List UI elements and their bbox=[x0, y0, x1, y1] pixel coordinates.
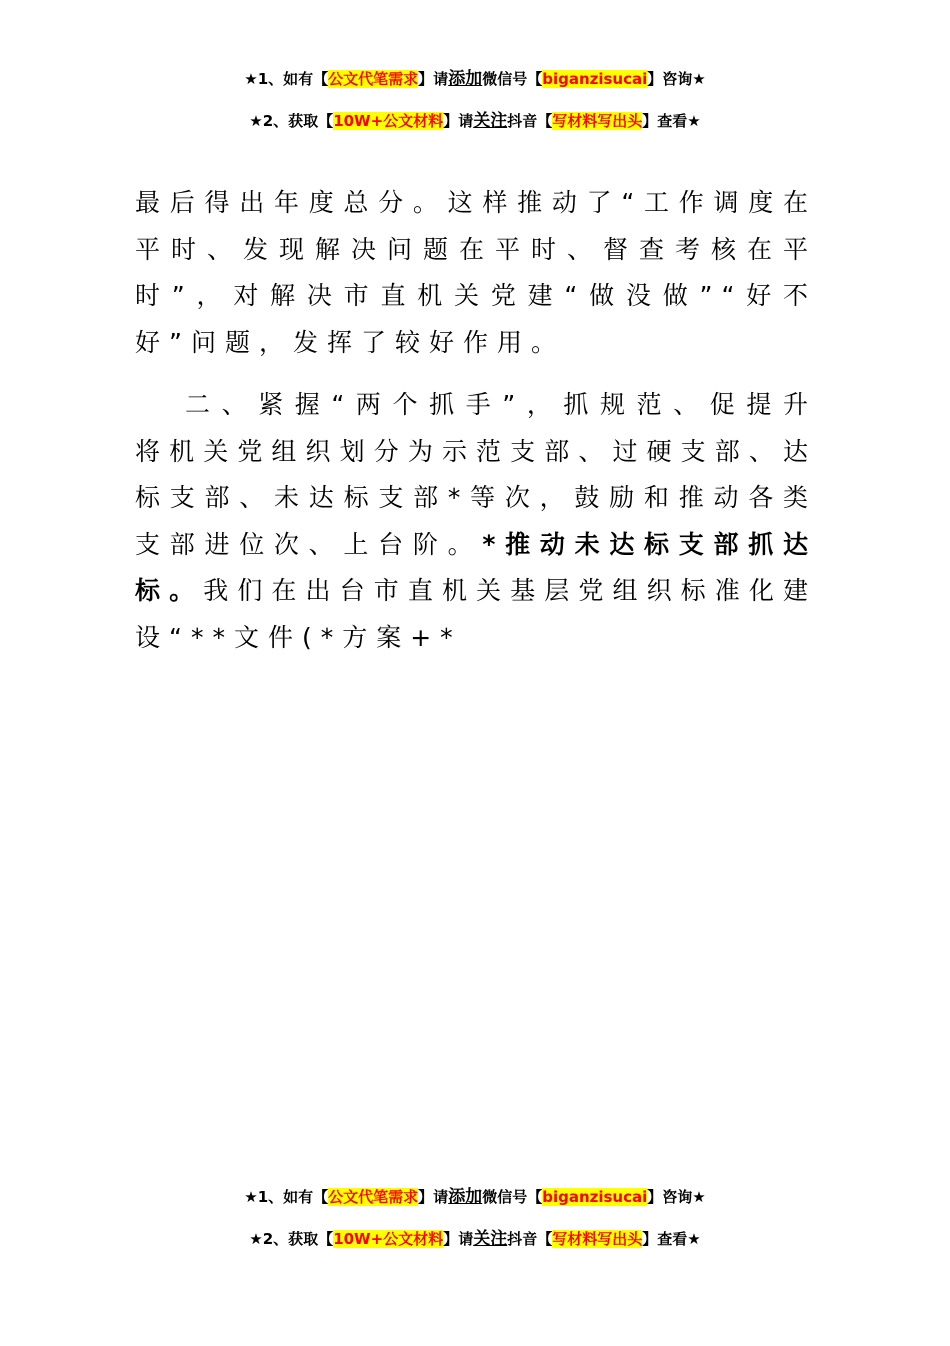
promo-text: 】请 bbox=[418, 1188, 449, 1206]
promo-text: ★2、获取【 bbox=[249, 112, 334, 130]
promo-text: 】咨询★ bbox=[647, 1188, 706, 1206]
promo-text: ★1、如有【 bbox=[244, 70, 329, 88]
promo-text: 微信号【 bbox=[482, 1188, 543, 1206]
promo-text: 】查看★ bbox=[642, 112, 701, 130]
paragraph-line bbox=[135, 568, 817, 615]
promo-text: 】请 bbox=[443, 112, 474, 130]
promo-underline: 添加 bbox=[448, 1187, 483, 1207]
paragraph-line: 标支部、未达标支部*等次，鼓励和推动各类 bbox=[135, 483, 817, 512]
bottom-promo-line-2 bbox=[0, 1228, 950, 1250]
paragraph-2 bbox=[135, 382, 817, 661]
promo-text: 】请 bbox=[418, 70, 449, 88]
promo-text: 微信号【 bbox=[482, 70, 543, 88]
section-heading: 二、紧握“两个抓手”，抓规范、促提升 bbox=[185, 390, 817, 419]
promo-douyin-id: 写材料写出头 bbox=[552, 1230, 643, 1248]
promo-text: 抖音【 bbox=[507, 1230, 553, 1248]
promo-highlight: 10W+公文材料 bbox=[333, 112, 444, 130]
promo-wechat-id: biganzisucai bbox=[542, 1188, 648, 1206]
bold-subheading: 标。 bbox=[135, 576, 204, 605]
promo-highlight: 公文代笔需求 bbox=[328, 1188, 419, 1206]
bold-subheading: *推动未达标支部抓达 bbox=[482, 529, 817, 559]
promo-underline: 添加 bbox=[448, 69, 483, 89]
top-promo-line-2 bbox=[0, 110, 950, 132]
promo-text: ★2、获取【 bbox=[249, 1230, 334, 1248]
promo-highlight: 公文代笔需求 bbox=[328, 70, 419, 88]
paragraph-line: 最后得出年度总分。这样推动了“工作调度在 bbox=[135, 188, 817, 217]
paragraph-line: 将机关党组织划分为示范支部、过硬支部、达 bbox=[135, 436, 817, 466]
promo-text: 抖音【 bbox=[507, 112, 553, 130]
paragraph-line: 设“**文件(*方案+* bbox=[135, 622, 462, 652]
paragraph-1 bbox=[135, 180, 817, 366]
promo-text: 】请 bbox=[443, 1230, 474, 1248]
paragraph-line: 好”问题，发挥了较好作用。 bbox=[135, 327, 565, 357]
promo-text: 】查看★ bbox=[642, 1230, 701, 1248]
promo-douyin-id: 写材料写出头 bbox=[552, 112, 643, 130]
promo-text: ★1、如有【 bbox=[244, 1188, 329, 1206]
promo-underline: 关注 bbox=[473, 111, 508, 131]
paragraph-line: 时”，对解决市直机关党建“做没做”“好不 bbox=[135, 281, 817, 310]
paragraph-line bbox=[135, 522, 817, 569]
top-promo-line-1 bbox=[0, 68, 950, 90]
promo-highlight: 10W+公文材料 bbox=[333, 1230, 444, 1248]
promo-text: 】咨询★ bbox=[647, 70, 706, 88]
promo-wechat-id: biganzisucai bbox=[542, 70, 648, 88]
paragraph-segment: 我们在出台市直机关基层党组织标准化建 bbox=[203, 576, 817, 605]
bottom-promo-line-1 bbox=[0, 1186, 950, 1208]
paragraph-segment: 支部进位次、上台阶。 bbox=[135, 529, 483, 559]
paragraph-line: 平时、发现解决问题在平时、督查考核在平 bbox=[135, 234, 817, 264]
promo-underline: 关注 bbox=[473, 1229, 508, 1249]
